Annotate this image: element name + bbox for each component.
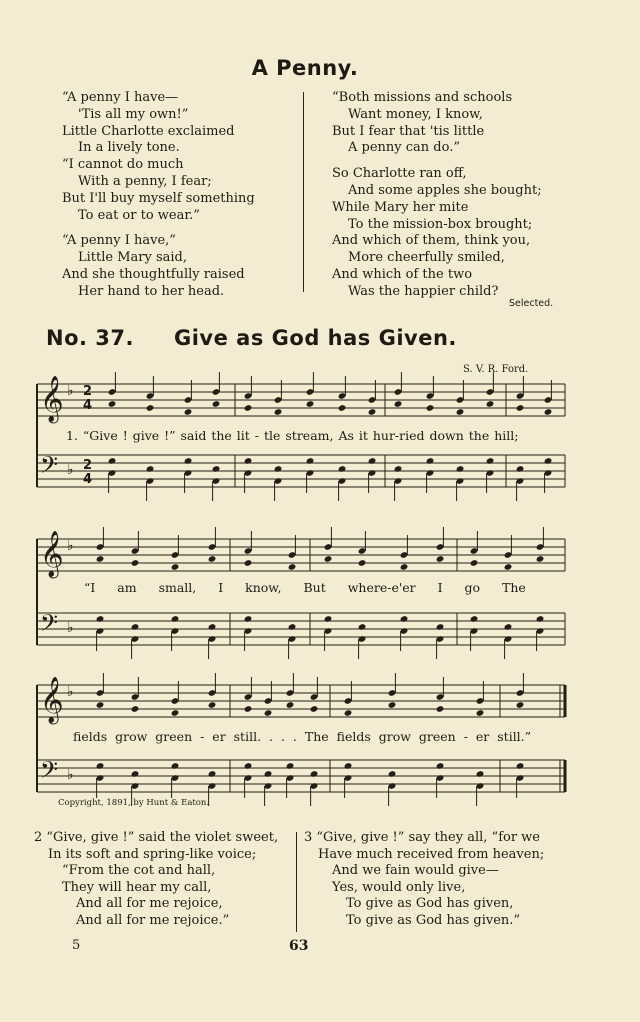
note-head bbox=[358, 623, 367, 631]
poem-line: More cheerfully smiled, bbox=[348, 250, 505, 266]
note-head bbox=[212, 465, 221, 473]
verse-line: Have much received from heaven; bbox=[318, 846, 545, 862]
poem-line: And some apples she bought; bbox=[348, 182, 542, 198]
poem-line: “A penny I have,” bbox=[62, 233, 176, 249]
verse-3 bbox=[304, 830, 544, 930]
note-head bbox=[171, 762, 180, 770]
note-head bbox=[306, 400, 315, 408]
poem-line: Her hand to her head. bbox=[78, 283, 225, 299]
note-head bbox=[476, 770, 485, 778]
time-signature-treble-top: 2 bbox=[83, 384, 93, 399]
note-head bbox=[544, 408, 553, 416]
verse-line: 2 “Give, give !” said the violet sweet, bbox=[34, 830, 279, 845]
note-head bbox=[516, 465, 525, 473]
note-head bbox=[146, 404, 155, 412]
poem-line: “I cannot do much bbox=[62, 157, 184, 173]
note-head bbox=[208, 701, 217, 709]
note-head bbox=[486, 400, 495, 408]
note-head bbox=[344, 762, 353, 770]
note-head bbox=[288, 623, 297, 631]
flat-icon: ♭ bbox=[67, 538, 74, 554]
bass-clef-icon: 𝄢 bbox=[40, 756, 59, 789]
note-head bbox=[96, 762, 105, 770]
note-head bbox=[264, 770, 273, 778]
poem-line: And which of the two bbox=[332, 266, 473, 282]
note-head bbox=[244, 615, 253, 623]
poem-title: A Penny. bbox=[251, 56, 359, 80]
note-head bbox=[536, 615, 545, 623]
verse-line: And we fain would give— bbox=[332, 863, 499, 879]
note-head bbox=[394, 400, 403, 408]
note-head bbox=[470, 559, 479, 567]
note-head bbox=[436, 555, 445, 563]
note-head bbox=[426, 457, 435, 465]
note-head bbox=[96, 555, 105, 563]
page-number: 63 bbox=[289, 938, 309, 954]
verse-line: They will hear my call, bbox=[62, 879, 212, 895]
poem-line: Was the happier child? bbox=[348, 283, 499, 299]
poem-line: In a lively tone. bbox=[78, 140, 180, 156]
poem-line: But I'll buy myself something bbox=[62, 190, 255, 206]
note-head bbox=[400, 563, 409, 571]
note-head bbox=[96, 615, 105, 623]
note-head bbox=[476, 709, 485, 717]
flat-icon: ♭ bbox=[67, 767, 74, 783]
poem-line: “Both missions and schools bbox=[332, 90, 513, 105]
note-head bbox=[184, 457, 193, 465]
treble-clef-icon: 𝄞 bbox=[40, 376, 64, 422]
note-head bbox=[504, 563, 513, 571]
note-head bbox=[108, 400, 117, 408]
time-signature-bass-bottom: 4 bbox=[83, 472, 93, 487]
verse-line: To give as God has given, bbox=[346, 896, 514, 912]
verse-line: To give as God has given.” bbox=[346, 912, 521, 928]
note-head bbox=[338, 404, 347, 412]
note-head bbox=[244, 457, 253, 465]
lyrics-system-1: 1. “Give ! give !” said the lit - tle stream, As it hur-ried down the hill; bbox=[66, 428, 519, 443]
note-head bbox=[171, 563, 180, 571]
note-head bbox=[516, 762, 525, 770]
note-head bbox=[388, 701, 397, 709]
note-head bbox=[208, 555, 217, 563]
poem-line: And which of them, think you, bbox=[332, 233, 531, 249]
treble-clef-icon: 𝄞 bbox=[40, 531, 64, 577]
poem-line: Want money, I know, bbox=[348, 106, 483, 122]
note-head bbox=[288, 563, 297, 571]
verse-line: And all for me rejoice.” bbox=[76, 912, 230, 928]
note-head bbox=[310, 770, 319, 778]
note-head bbox=[146, 465, 155, 473]
signature-mark: 5 bbox=[72, 938, 81, 953]
note-head bbox=[436, 623, 445, 631]
note-head bbox=[324, 555, 333, 563]
flat-icon: ♭ bbox=[67, 684, 74, 700]
note-head bbox=[108, 457, 117, 465]
treble-clef-icon: 𝄞 bbox=[40, 677, 64, 723]
hymn-composer: S. V. R. Ford. bbox=[463, 364, 529, 375]
poem-line: Little Mary said, bbox=[78, 250, 188, 266]
note-head bbox=[96, 701, 105, 709]
note-head bbox=[131, 623, 140, 631]
note-head bbox=[324, 615, 333, 623]
poem-line: While Mary her mite bbox=[332, 199, 469, 215]
note-head bbox=[244, 762, 253, 770]
note-head bbox=[244, 404, 253, 412]
note-head bbox=[171, 615, 180, 623]
bass-clef-icon: 𝄢 bbox=[40, 609, 59, 642]
note-head bbox=[358, 559, 367, 567]
note-head bbox=[426, 404, 435, 412]
note-head bbox=[310, 705, 319, 713]
note-head bbox=[131, 559, 140, 567]
time-signature-treble-bottom: 4 bbox=[83, 398, 93, 413]
note-head bbox=[516, 701, 525, 709]
note-head bbox=[400, 615, 409, 623]
flat-icon: ♭ bbox=[67, 620, 74, 636]
note-head bbox=[208, 623, 217, 631]
note-head bbox=[436, 705, 445, 713]
note-head bbox=[544, 457, 553, 465]
note-head bbox=[394, 465, 403, 473]
note-head bbox=[286, 762, 295, 770]
verse-line: “From the cot and hall, bbox=[62, 863, 216, 879]
note-head bbox=[368, 408, 377, 416]
note-head bbox=[274, 408, 283, 416]
note-head bbox=[436, 762, 445, 770]
verse-line: And all for me rejoice, bbox=[76, 896, 223, 912]
verse-divider bbox=[296, 832, 297, 932]
poem-line: And she thoughtfully raised bbox=[62, 266, 245, 282]
poem-line: With a penny, I fear; bbox=[78, 173, 212, 189]
note-head bbox=[486, 457, 495, 465]
note-head bbox=[368, 457, 377, 465]
note-head bbox=[338, 465, 347, 473]
poem-credit: Selected. bbox=[509, 298, 554, 309]
poem-line: To eat or to wear.” bbox=[78, 207, 200, 223]
note-head bbox=[208, 770, 217, 778]
note-head bbox=[264, 709, 273, 717]
note-head bbox=[306, 457, 315, 465]
note-head bbox=[212, 400, 221, 408]
note-head bbox=[244, 559, 253, 567]
flat-icon: ♭ bbox=[67, 383, 74, 399]
note-head bbox=[536, 555, 545, 563]
verse-line: In its soft and spring-like voice; bbox=[48, 846, 257, 862]
hymn-title: Give as God has Given. bbox=[174, 326, 457, 350]
note-head bbox=[456, 465, 465, 473]
note-head bbox=[504, 623, 513, 631]
note-head bbox=[286, 701, 295, 709]
verse-line: 3 “Give, give !” say they all, “for we bbox=[304, 830, 540, 845]
poem-line: To the mission-box brought; bbox=[348, 216, 533, 232]
note-head bbox=[184, 408, 193, 416]
note-head bbox=[131, 770, 140, 778]
poem-line: A penny can do.” bbox=[348, 140, 460, 156]
note-head bbox=[470, 615, 479, 623]
note-head bbox=[516, 404, 525, 412]
copyright-notice: Copyright, 1891, by Hunt & Eaton. bbox=[58, 798, 210, 808]
note-head bbox=[344, 709, 353, 717]
time-signature-bass-top: 2 bbox=[83, 458, 93, 473]
poem-line: So Charlotte ran off, bbox=[332, 166, 467, 182]
hymn-number: No. 37. bbox=[46, 326, 134, 350]
lyrics-system-2: “I am small, I know, But where-e'er I go The bbox=[84, 580, 526, 595]
flat-icon: ♭ bbox=[67, 462, 74, 478]
poem-line: 'Tis all my own!” bbox=[78, 106, 189, 122]
note-head bbox=[131, 705, 140, 713]
poem-line: Little Charlotte exclaimed bbox=[62, 123, 235, 139]
note-head bbox=[244, 705, 253, 713]
lyrics-system-3: fields grow green - er still. . . . The fields grow green - er still.” bbox=[73, 729, 532, 744]
note-head bbox=[274, 465, 283, 473]
verse-2 bbox=[34, 830, 278, 930]
note-head bbox=[456, 408, 465, 416]
bass-clef-icon: 𝄢 bbox=[40, 451, 59, 484]
note-head bbox=[171, 709, 180, 717]
verse-line: Yes, would only live, bbox=[332, 879, 466, 895]
note-head bbox=[388, 770, 397, 778]
poem-line: But I fear that 'tis little bbox=[332, 123, 485, 139]
poem-line: “A penny I have— bbox=[62, 90, 179, 105]
